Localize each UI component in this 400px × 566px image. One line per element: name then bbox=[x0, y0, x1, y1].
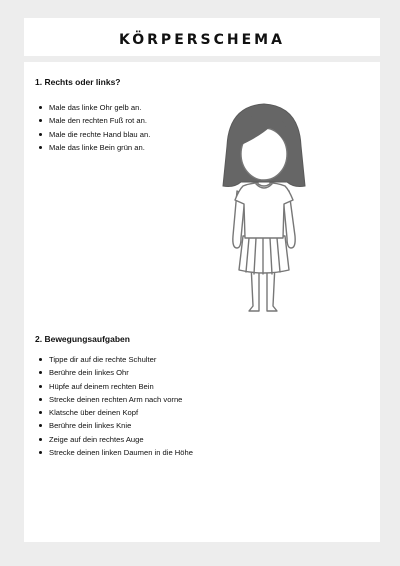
section-2-heading: 2. Bewegungsaufgaben bbox=[35, 334, 130, 344]
list-item: Zeige auf dein rechtes Auge bbox=[35, 433, 193, 446]
section-1-list bbox=[35, 101, 150, 154]
list-item: Klatsche über deinen Kopf bbox=[35, 406, 193, 419]
list-item: Male den rechten Fuß rot an. bbox=[35, 114, 150, 127]
shirt bbox=[235, 183, 293, 238]
list-item: Strecke deinen linken Daumen in die Höhe bbox=[35, 446, 193, 459]
list-item: Male das linke Ohr gelb an. bbox=[35, 101, 150, 114]
girl-outline-illustration bbox=[199, 96, 319, 316]
list-item: Berühre dein linkes Knie bbox=[35, 419, 193, 432]
title-banner bbox=[24, 18, 380, 56]
page-title: körperschema bbox=[119, 25, 285, 49]
list-item: Male das linke Bein grün an. bbox=[35, 141, 150, 154]
list-item: Strecke deinen rechten Arm nach vorne bbox=[35, 393, 193, 406]
section-1-heading: 1. Rechts oder links? bbox=[35, 77, 121, 87]
worksheet bbox=[24, 62, 380, 542]
list-item: Berühre dein linkes Ohr bbox=[35, 366, 193, 379]
list-item: Hüpfe auf deinem rechten Bein bbox=[35, 380, 193, 393]
section-2-list bbox=[35, 353, 193, 459]
list-item: Male die rechte Hand blau an. bbox=[35, 128, 150, 141]
list-item: Tippe dir auf die rechte Schulter bbox=[35, 353, 193, 366]
